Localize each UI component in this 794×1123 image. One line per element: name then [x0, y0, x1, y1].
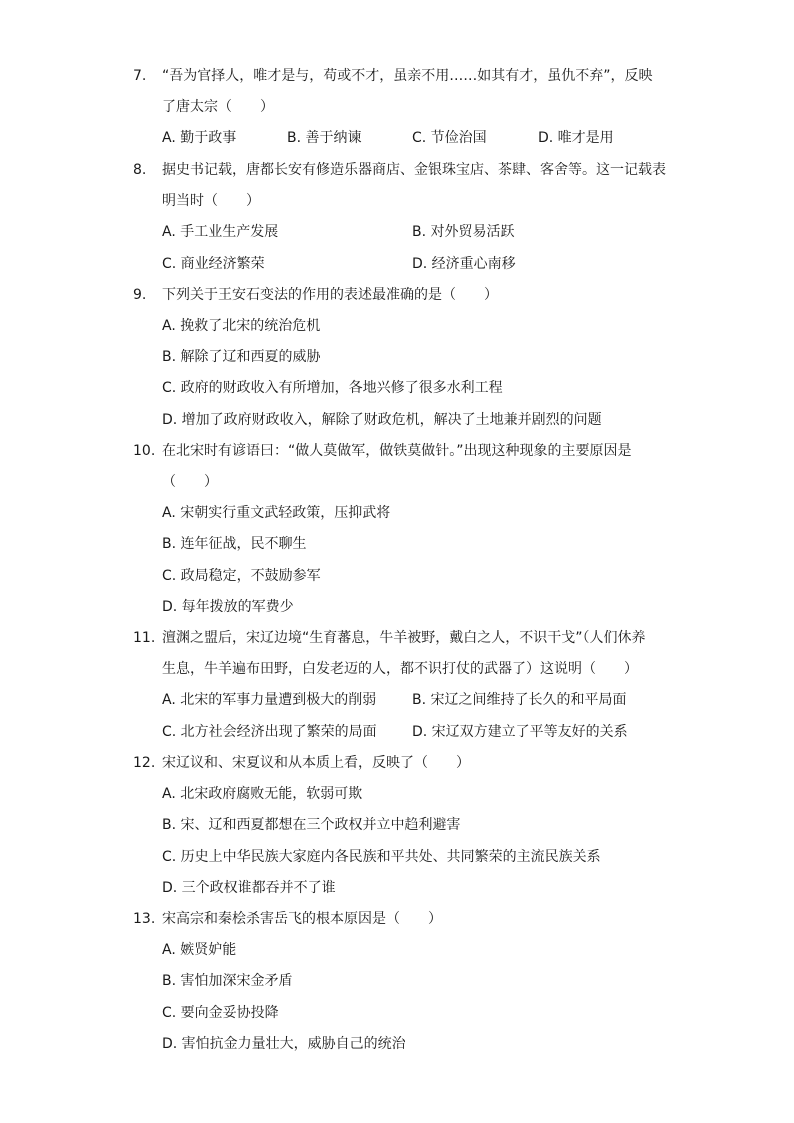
- question-text: 据史书记载，唐都长安有修造乐器商店、金银珠宝店、茶肆、客舍等。这一记载表: [162, 162, 666, 178]
- option-b: B. 宋、辽和西夏都想在三个政权并立中趋利避害: [162, 817, 461, 833]
- option-b: B. 连年征战，民不聊生: [162, 536, 307, 552]
- option-b: B. 宋辽之间维持了长久的和平局面: [412, 692, 627, 708]
- option-d: D. 害怕抗金力量壮大，威胁自己的统治: [162, 1036, 406, 1052]
- option-d: D. 增加了政府财政收入，解除了财政危机，解决了土地兼并剧烈的问题: [162, 412, 602, 428]
- question-text: 宋辽议和、宋夏议和从本质上看，反映了（ ）: [162, 755, 470, 771]
- question-text: 下列关于王安石变法的作用的表述最准确的是（ ）: [162, 287, 498, 303]
- question-number: 13.: [133, 911, 156, 927]
- option-c: C. 要向金妥协投降: [162, 1005, 279, 1021]
- question-text: “吾为官择人，唯才是与，苟或不才，虽亲不用……如其有才，虽仇不弃”，反映: [162, 68, 653, 84]
- question-number: 7.: [133, 68, 147, 84]
- option-b: B. 害怕加深宋金矛盾: [162, 973, 293, 989]
- option-c: C. 政府的财政收入有所增加，各地兴修了很多水利工程: [162, 380, 503, 396]
- option-d: D. 唯才是用: [538, 130, 614, 146]
- option-c: C. 商业经济繁荣: [162, 256, 265, 272]
- question-number: 9.: [133, 287, 147, 303]
- option-d: D. 每年拨放的军费少: [162, 599, 294, 615]
- option-a: A. 手工业生产发展: [162, 224, 279, 240]
- option-a: A. 挽救了北宋的统治危机: [162, 318, 321, 334]
- option-b: B. 解除了辽和西夏的威胁: [162, 349, 321, 365]
- option-b: B. 善于纳谏: [287, 130, 362, 146]
- question-text: 明当时（ ）: [162, 193, 260, 209]
- option-a: A. 勤于政事: [162, 130, 237, 146]
- option-a: A. 宋朝实行重文武轻政策，压抑武将: [162, 505, 391, 521]
- option-a: A. 嫉贤妒能: [162, 942, 237, 958]
- question-text: 澶渊之盟后，宋辽边境“生育蕃息，牛羊被野，戴白之人，不识干戈”（人们休养: [162, 630, 646, 646]
- question-number: 11.: [133, 630, 156, 646]
- question-number: 12.: [133, 755, 156, 771]
- option-d: D. 宋辽双方建立了平等友好的关系: [412, 724, 628, 740]
- question-number: 10.: [133, 443, 156, 459]
- option-c: C. 历史上中华民族大家庭内各民族和平共处、共同繁荣的主流民族关系: [162, 849, 601, 865]
- option-b: B. 对外贸易活跃: [412, 224, 515, 240]
- option-c: C. 节俭治国: [412, 130, 487, 146]
- option-d: D. 经济重心南移: [412, 256, 516, 272]
- question-text: （ ）: [162, 474, 218, 490]
- question-text: 了唐太宗（ ）: [162, 99, 274, 115]
- option-d: D. 三个政权谁都吞并不了谁: [162, 880, 336, 896]
- option-c: C. 政局稳定，不鼓励参军: [162, 568, 321, 584]
- option-a: A. 北宋政府腐败无能，软弱可欺: [162, 786, 363, 802]
- question-text: 生息，牛羊遍布田野，白发老迈的人，都不识打仗的武器了）这说明（ ）: [162, 661, 638, 677]
- question-text: 在北宋时有谚语曰：“做人莫做军，做铁莫做针。”出现这种现象的主要原因是: [162, 443, 632, 459]
- option-c: C. 北方社会经济出现了繁荣的局面: [162, 724, 377, 740]
- question-text: 宋高宗和秦桧杀害岳飞的根本原因是（ ）: [162, 911, 442, 927]
- question-number: 8.: [133, 162, 147, 178]
- option-a: A. 北宋的军事力量遭到极大的削弱: [162, 692, 377, 708]
